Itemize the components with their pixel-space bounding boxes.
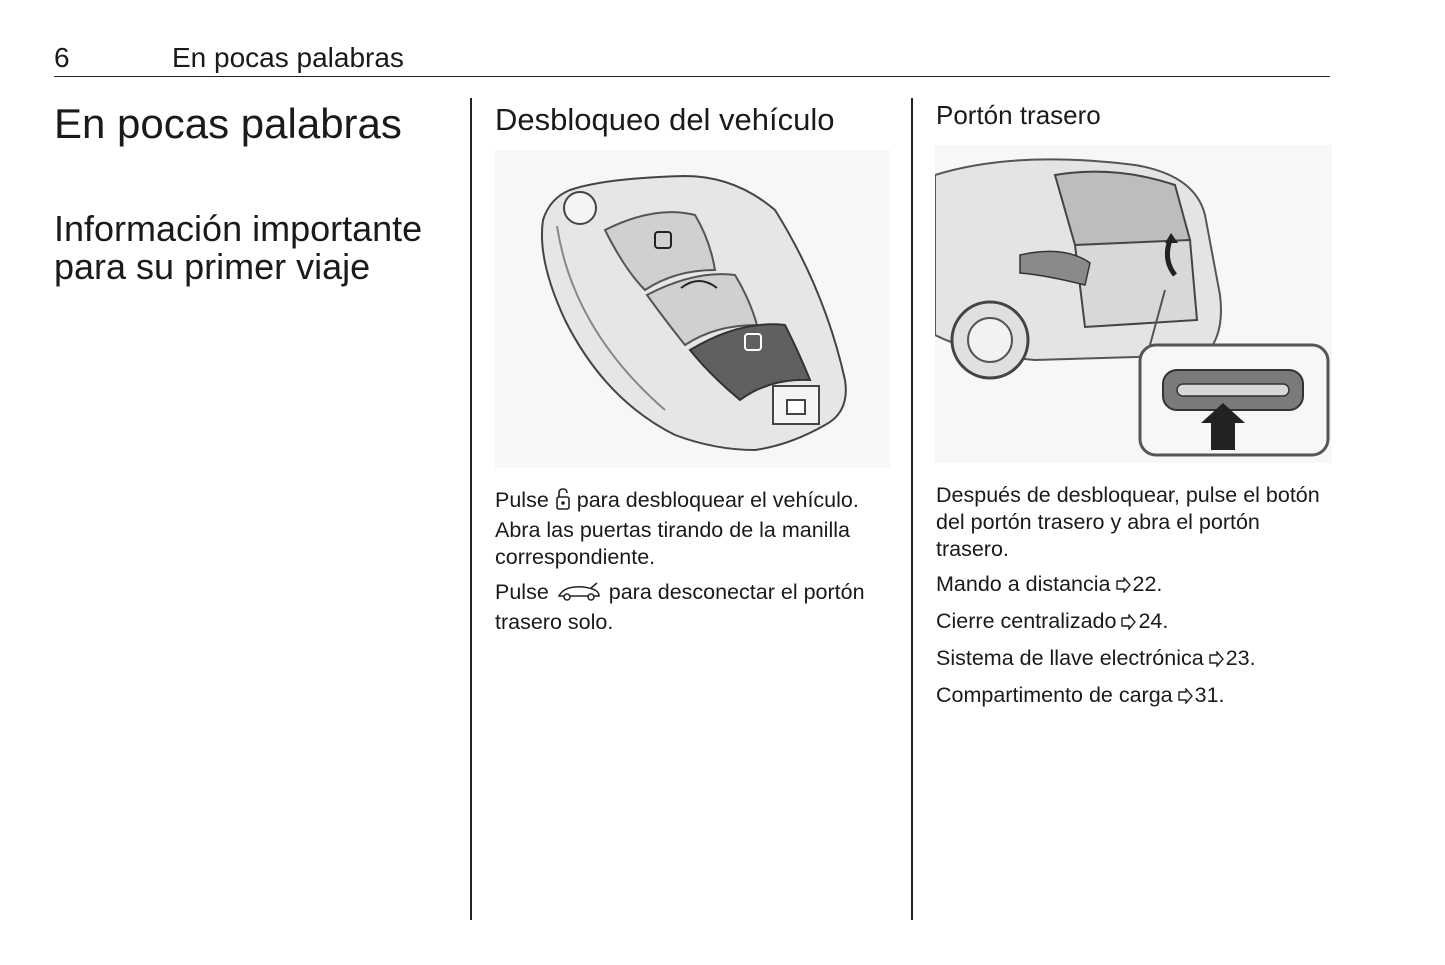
reference-page: 23. (1225, 646, 1256, 670)
page-reference-arrow-icon (1177, 684, 1193, 711)
page-number: 6 (54, 42, 70, 73)
page-reference-arrow-icon (1208, 647, 1224, 674)
reference-item (936, 608, 1336, 637)
paragraph-tailgate-post: para desconectar el portón trasero solo. (495, 580, 865, 634)
reference-item (936, 571, 1336, 600)
section-title-unlocking: Desbloqueo del vehículo (495, 102, 835, 137)
column-unlocking (495, 98, 895, 138)
column-tailgate (936, 98, 1336, 131)
section-title-tailgate: Portón trasero (936, 100, 1101, 130)
reference-item (936, 682, 1336, 711)
page-reference-arrow-icon (1120, 610, 1136, 637)
paragraph-unlock-post: para desbloquear el vehículo. Abra las puertas tirando de la manilla correspondiente. (495, 488, 859, 569)
paragraph-tailgate-instructions: Después de desbloquear, pulse el botón del portón trasero y abra el portón trasero. (936, 483, 1320, 561)
column-intro (54, 98, 454, 286)
paragraph-unlock-pre: Pulse (495, 488, 549, 512)
paragraph-tailgate (495, 579, 895, 636)
reference-page: 22. (1132, 572, 1163, 596)
reference-text: Mando a distancia (936, 572, 1111, 596)
reference-text: Compartimento de carga (936, 683, 1173, 707)
reference-page: 24. (1138, 609, 1169, 633)
tailgate-illustration (935, 145, 1332, 463)
paragraph-tailgate-pre: Pulse (495, 580, 549, 604)
page-header (54, 40, 1330, 77)
column-tailgate-text (936, 482, 1336, 719)
chapter-subtitle: Información importante para su primer viaje (54, 208, 423, 288)
paragraph-unlock (495, 487, 895, 571)
reference-item (936, 645, 1336, 674)
column-unlocking-text (495, 487, 895, 644)
tailgate-icon (555, 582, 603, 609)
reference-page: 31. (1194, 683, 1225, 707)
reference-text: Cierre centralizado (936, 609, 1117, 633)
chapter-title: En pocas palabras (54, 100, 402, 147)
column-divider (911, 98, 913, 920)
running-title: En pocas palabras (172, 42, 404, 73)
key-fob-illustration (495, 150, 890, 468)
unlock-icon (555, 488, 571, 517)
reference-text: Sistema de llave electrónica (936, 646, 1204, 670)
page-reference-arrow-icon (1115, 573, 1131, 600)
column-divider (470, 98, 472, 920)
